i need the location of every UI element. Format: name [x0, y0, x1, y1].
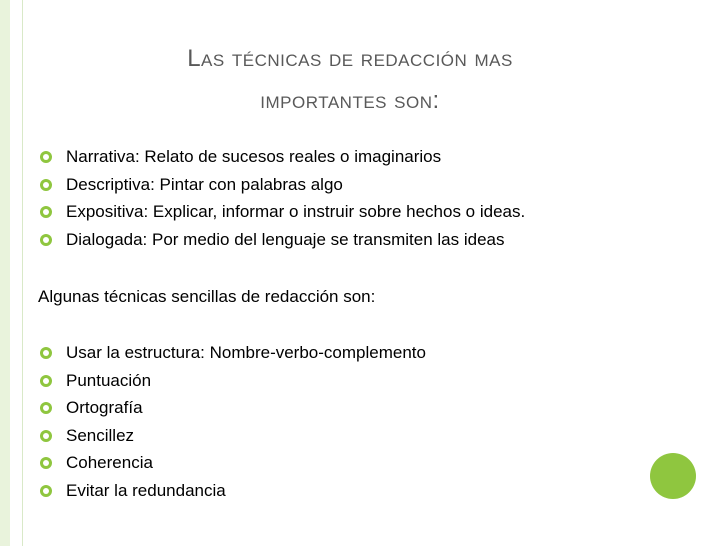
intro-text: Algunas técnicas sencillas de redacción son:: [38, 287, 376, 306]
bullet-circle-icon: [40, 347, 52, 359]
list-item: [0, 422, 700, 450]
bullet-circle-icon: [40, 234, 52, 246]
list-item: [0, 477, 700, 505]
list-item-text: Dialogada: Por medio del lenguaje se transmiten las ideas: [66, 229, 505, 249]
list-item: [0, 449, 700, 477]
list-item: [0, 367, 700, 395]
bullet-circle-icon: [40, 206, 52, 218]
bullet-circle-icon: [40, 430, 52, 442]
list-item-text: Ortografía: [66, 398, 143, 417]
list-item-text: Usar la estructura: Nombre-verbo-complemento: [66, 343, 426, 362]
decorative-green-circle: [650, 453, 696, 499]
bullet-circle-icon: [40, 179, 52, 191]
title-line-1: Las técnicas de redacción mas: [187, 45, 513, 72]
list-item: [0, 198, 700, 226]
list-item-text: Expositiva: Explicar, informar o instruir sobre hechos o ideas.: [66, 202, 526, 221]
list-item-text: Evitar la redundancia: [66, 480, 226, 500]
techniques-list: [0, 339, 700, 504]
list-item: [0, 339, 700, 367]
bullet-circle-icon: [40, 402, 52, 414]
list-item: [0, 394, 700, 422]
list-item-text: Puntuación: [66, 370, 152, 390]
title-line-2: importantes son:: [260, 87, 440, 114]
list-item-text: Descriptiva: Pintar con palabras algo: [66, 174, 343, 194]
list-item-text: Coherencia: [66, 453, 153, 472]
list-item: [0, 226, 700, 254]
slide-title: [60, 38, 640, 122]
list-item-text: Sencillez: [66, 425, 135, 445]
list-item-text: Narrativa: Relato de sucesos reales o imaginarios: [66, 147, 442, 166]
bullet-circle-icon: [40, 151, 52, 163]
bullet-circle-icon: [40, 375, 52, 387]
bullet-circle-icon: [40, 457, 52, 469]
list-item: [0, 171, 700, 199]
writing-types-list: [0, 143, 700, 253]
list-item: [0, 143, 700, 171]
bullet-circle-icon: [40, 485, 52, 497]
